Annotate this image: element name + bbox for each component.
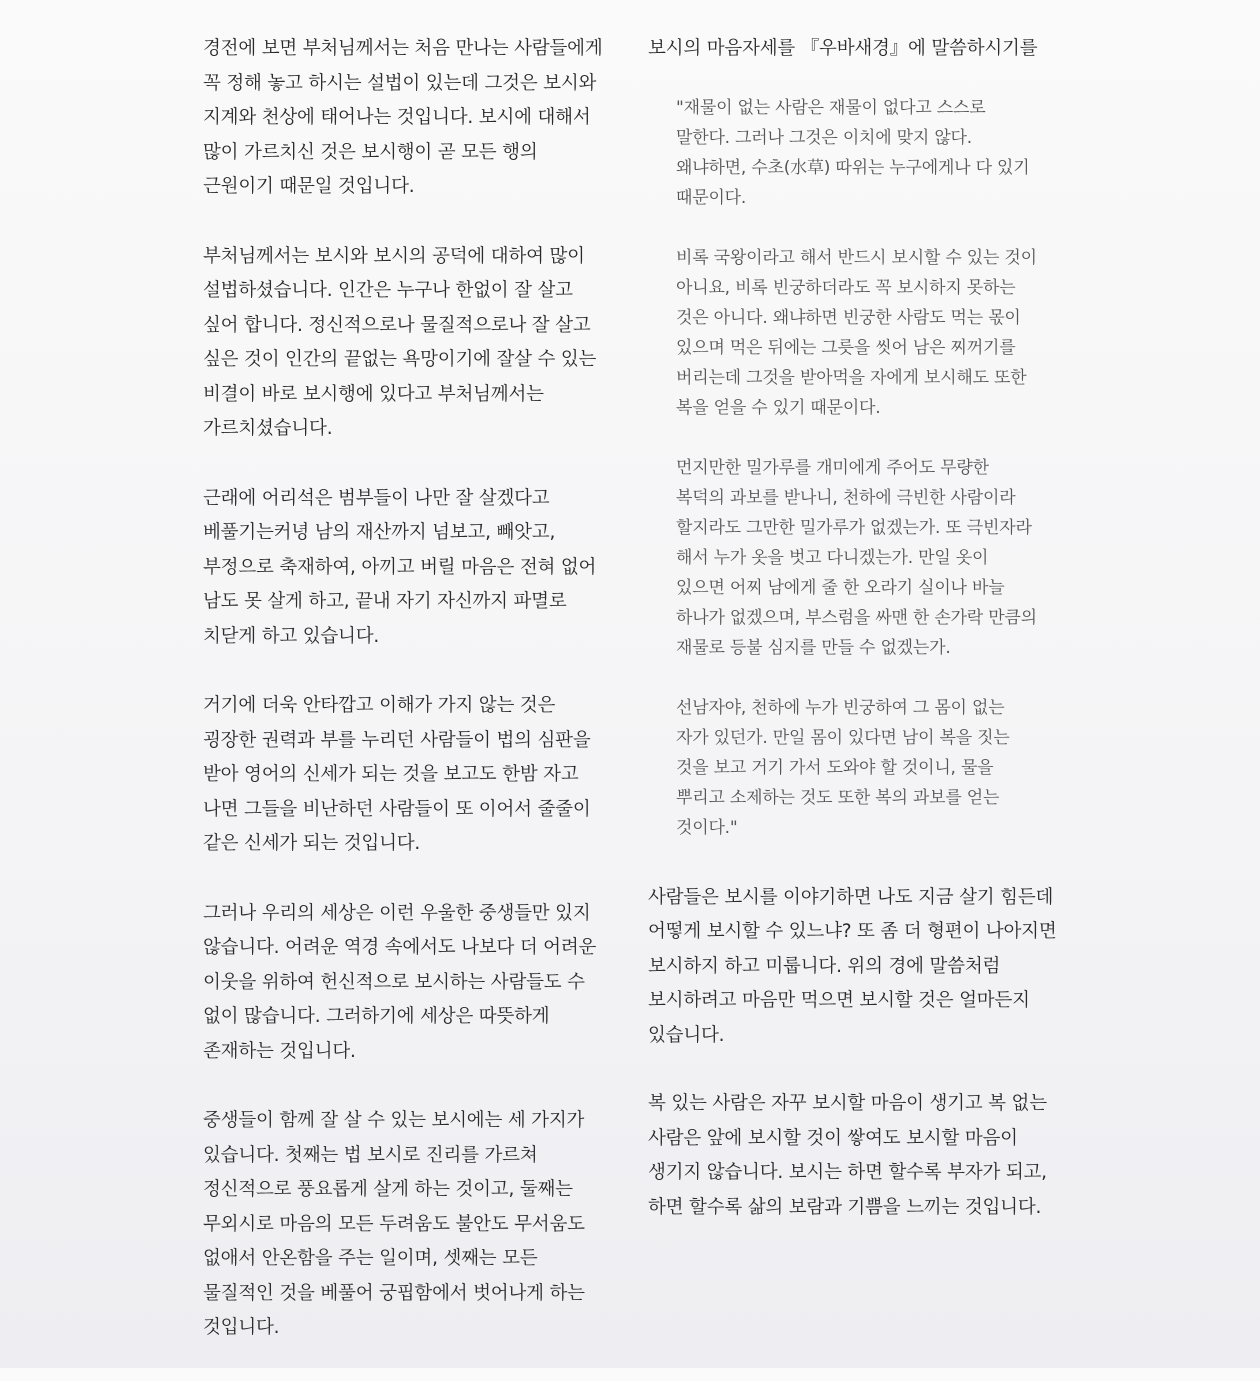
paragraph-fallen-powerful: 거기에 더욱 안타깝고 이해가 가지 않는 것은 굉장한 권력과 부를 누리던 사람들이 법의 심판을 받아 영어의 신세가 되는 것을 보고도 한밤 자고 나면 그들을 비난하던 사람들이 또 이어서 줄줄이 같은 신세가 되는 것입니다. bbox=[203, 695, 591, 854]
paragraph-giving-origin: 경전에 보면 부처님께서는 처음 만나는 사람들에게 꼭 정해 놓고 하시는 설법이 있는데 그것은 보시와 지계와 천상에 태어나는 것입니다. 보시에 대해서 많이 가르치신 것은 보시행이 곧 모든 행의 근원이기 때문일 것입니다. bbox=[203, 38, 603, 197]
quote-intro: 보시의 마음자세를 『우바새경』에 말씀하시기를 bbox=[648, 38, 1038, 59]
paragraph-merit-of-giving: 부처님께서는 보시와 보시의 공덕에 대하여 많이 설법하셨습니다. 인간은 누구나 한없이 잘 살고 싶어 합니다. 정신적으로나 물질적으로나 잘 살고 싶은 것이 인간의 끝없는 욕망이기에 잘살 수 있는 비결이 바로 보시행에 있다고 부처님께서는 가르치셨습니다. bbox=[203, 245, 597, 439]
quote-paragraph: "재물이 없는 사람은 재물이 없다고 스스로 말한다. 그러나 그것은 이치에 맞지 않다. 왜냐하면, 수초(水草) 따위는 누구에게나 다 있기 때문이다. bbox=[676, 97, 1030, 208]
paragraph-foolish-greed: 근래에 어리석은 범부들이 나만 잘 살겠다고 베풀기는커녕 남의 재산까지 넘보고, 빼앗고, 부정으로 축재하여, 아끼고 버릴 마음은 전혀 없어 남도 못 살게 하고, 끝내 자기 자신까지 파멸로 치닫게 하고 있습니다. bbox=[203, 487, 597, 647]
paragraph-devoted-givers: 그러나 우리의 세상은 이런 우울한 중생들만 있지 않습니다. 어려운 역경 속에서도 나보다 더 어려운 이웃을 위하여 헌신적으로 보시하는 사람들도 수 없이 많습니다. 그러하기에 세상은 따뜻하게 존재하는 것입니다. bbox=[203, 902, 597, 1062]
left-column bbox=[203, 0, 613, 1381]
paragraph-blessed-people: 복 있는 사람은 자꾸 보시할 마음이 생기고 복 없는 사람은 앞에 보시할 것이 쌓여도 보시할 마음이 생기지 않습니다. 보시는 하면 할수록 부자가 되고, 하면 할수록 삶의 보람과 기쁨을 느끼는 것입니다. bbox=[648, 1093, 1047, 1218]
paragraph-three-kinds-of-giving: 중생들이 함께 잘 살 수 있는 보시에는 세 가지가 있습니다. 첫째는 법 보시로 진리를 가르쳐 정신적으로 풍요롭게 살게 하는 것이고, 둘째는 무외시로 마음의 모든 두려움도 불안도 무서움도 없애서 안온함을 주는 일이며, 셋째는 모든 물질적인 것을 베풀어 궁핍함에서 벗어나게 하는 것입니다. bbox=[203, 1110, 585, 1338]
right-column bbox=[648, 0, 1058, 1225]
sutra-quote-block bbox=[676, 93, 1041, 843]
quote-paragraph: 비록 국왕이라고 해서 반드시 보시할 수 있는 것이 아니요, 비록 빈궁하더라도 꼭 보시하지 못하는 것은 아니다. 왜냐하면 빈궁한 사람도 먹는 몫이 있으며 먹은 뒤에는 그릇을 씻어 남은 찌꺼기를 버리는데 그것을 받아먹을 자에게 보시해도 또한 복을 얻을 수 있기 때문이다. bbox=[676, 247, 1037, 418]
quote-paragraph: 먼지만한 밀가루를 개미에게 주어도 무량한 복덕의 과보를 받나니, 천하에 극빈한 사람이라 할지라도 그만한 밀가루가 없겠는가. 또 극빈자라 해서 누가 옷을 벗고 다니겠는가. 만일 옷이 있으면 어찌 남에게 줄 한 오라기 실이나 바늘 하나가 없겠으며, 부스럼을 싸맨 한 손가락 만큼의 재물로 등불 심지를 만들 수 없겠는가. bbox=[676, 457, 1037, 658]
quote-paragraph: 선남자야, 천하에 누가 빈궁하여 그 몸이 없는 자가 있던가. 만일 몸이 있다면 남이 복을 짓는 것을 보고 거기 가서 도와야 할 것이니, 물을 뿌리고 소제하는 것도 또한 복의 과보를 얻는 것이다." bbox=[676, 697, 1010, 838]
paragraph-postponing-giving: 사람들은 보시를 이야기하면 나도 지금 살기 힘든데 어떻게 보시할 수 있느냐? 또 좀 더 형편이 나아지면 보시하지 하고 미룹니다. 위의 경에 말씀처럼 보시하려고 마음만 먹으면 보시할 것은 얼마든지 있습니다. bbox=[648, 886, 1057, 1046]
